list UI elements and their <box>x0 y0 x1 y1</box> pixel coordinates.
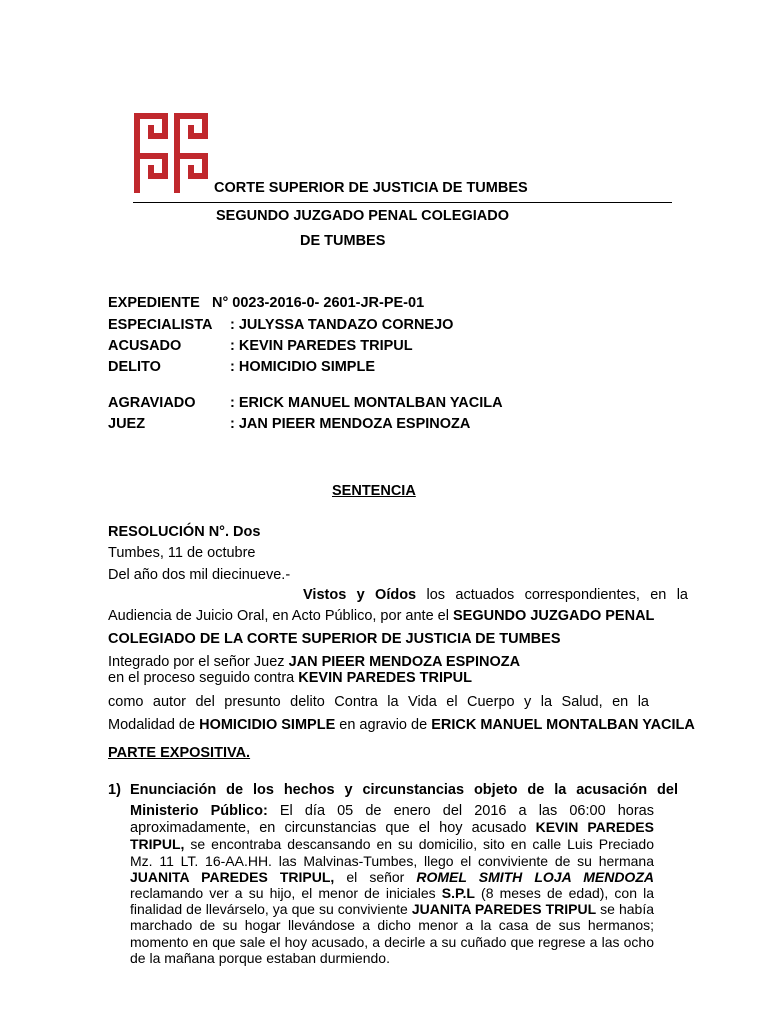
case-juez <box>108 416 708 436</box>
intro-text: en el proceso seguido contra <box>108 670 299 686</box>
paragraph-bold: S.P.L <box>441 885 475 902</box>
case-delito <box>108 359 708 379</box>
judge-name: JAN PIEER MENDOZA ESPINOZA <box>288 654 521 670</box>
case-value: : ERICK MANUEL MONTALBAN YACILA <box>230 395 503 411</box>
intro-text: Integrado por el señor Juez <box>108 654 289 670</box>
paragraph-text: se había marchado de su hogar llevándose a dicho menor a la casa de sus hermanos; momento en que sale el hoy acusado, a decirle a su cuñado que regrese a las ocho de la mañana porque estaban durmiendo. <box>130 901 655 966</box>
resolution-date: Tumbes, 11 de octubre <box>108 545 256 561</box>
section-heading: PARTE EXPOSITIVA. <box>108 745 251 761</box>
paragraph-text: el señor <box>334 868 417 885</box>
paragraph-text: (8 meses de edad), con la finalidad de llevárselo, ya que su conviviente <box>130 885 654 918</box>
case-key: ACUSADO <box>108 338 182 354</box>
item-heading: Enunciación de los hechos y circunstancias objeto de la acusación del <box>130 782 678 798</box>
victim-name: ERICK MANUEL MONTALBAN YACILA <box>431 717 695 733</box>
case-key: ESPECIALISTA <box>108 317 213 333</box>
case-value: : JAN PIEER MENDOZA ESPINOZA <box>230 416 471 432</box>
intro-line-2 <box>108 608 654 624</box>
paragraph-bold: KEVIN PAREDES TRIPUL, <box>130 819 654 853</box>
item-paragraph <box>130 802 654 966</box>
case-value: : JULYSSA TANDAZO CORNEJO <box>230 317 454 333</box>
intro-line-3: COLEGIADO DE LA CORTE SUPERIOR DE JUSTICIA DE TUMBES <box>108 631 561 647</box>
intro-line-6: como autor del presunto delito Contra la Vida el Cuerpo y la Salud, en la <box>108 694 649 710</box>
header-rule <box>133 202 672 203</box>
case-key: AGRAVIADO <box>108 395 196 411</box>
intro-text: en agravio de <box>335 717 432 733</box>
document-title: SENTENCIA <box>332 483 416 499</box>
case-expediente <box>108 295 708 315</box>
case-agraviado <box>108 395 708 415</box>
case-key: DELITO <box>108 359 161 375</box>
case-key: JUEZ <box>108 416 146 432</box>
case-value: : HOMICIDIO SIMPLE <box>230 359 375 375</box>
crime-name: HOMICIDIO SIMPLE <box>199 717 336 733</box>
item-number: 1) <box>108 782 121 798</box>
paragraph-bold: JUANITA PAREDES TRIPUL <box>411 901 597 918</box>
case-value: N° 0023-2016-0- 2601-JR-PE-01 <box>212 295 425 311</box>
court-name: CORTE SUPERIOR DE JUSTICIA DE TUMBES <box>214 180 528 196</box>
paragraph-bold: Ministerio Público: <box>130 803 268 819</box>
intro-line-4 <box>108 654 520 670</box>
intro-line-5 <box>108 670 472 686</box>
case-acusado <box>108 338 708 358</box>
court-line-2: SEGUNDO JUZGADO PENAL COLEGIADO <box>216 208 509 224</box>
case-especialista <box>108 317 708 337</box>
intro-text: Modalidad de <box>108 717 200 733</box>
court-line-3: DE TUMBES <box>300 233 386 249</box>
paragraph-text: reclamando ver a su hijo, el menor de iniciales <box>130 885 442 902</box>
accused-name: KEVIN PAREDES TRIPUL <box>298 670 473 686</box>
court-logo <box>133 112 209 194</box>
intro-text: Audiencia de Juicio Oral, en Acto Público, por ante el <box>108 608 453 624</box>
case-key: EXPEDIENTE <box>108 295 200 311</box>
paragraph-bold-italic: ROMEL SMITH LOJA MENDOZA <box>416 868 654 885</box>
paragraph-bold: JUANITA PAREDES TRIPUL, <box>130 868 335 885</box>
intro-line-1 <box>303 587 688 603</box>
intro-text: los actuados correspondientes, en la <box>426 587 688 603</box>
logo-mark <box>137 116 205 190</box>
intro-line-7 <box>108 717 695 733</box>
court-ref: SEGUNDO JUZGADO PENAL <box>452 608 655 624</box>
paragraph-text: se encontraba descansando en su domicilio, sito en calle Luis Preciado Mz. 11 LT. 16-AA.HH. las Malvinas-Tumbes, llego el conviviente de su hermana <box>130 836 654 869</box>
case-value: : KEVIN PAREDES TRIPUL <box>230 338 413 354</box>
resolution-year: Del año dos mil diecinueve.- <box>108 567 291 583</box>
paragraph-text: El día 05 de enero del 2016 a las 06:00 horas aproximadamente, en circunstancias que el hoy acusado <box>130 803 654 837</box>
resolution-label: RESOLUCIÓN N°. Dos <box>108 524 261 540</box>
vistos-text: Vistos y Oídos <box>303 587 417 603</box>
